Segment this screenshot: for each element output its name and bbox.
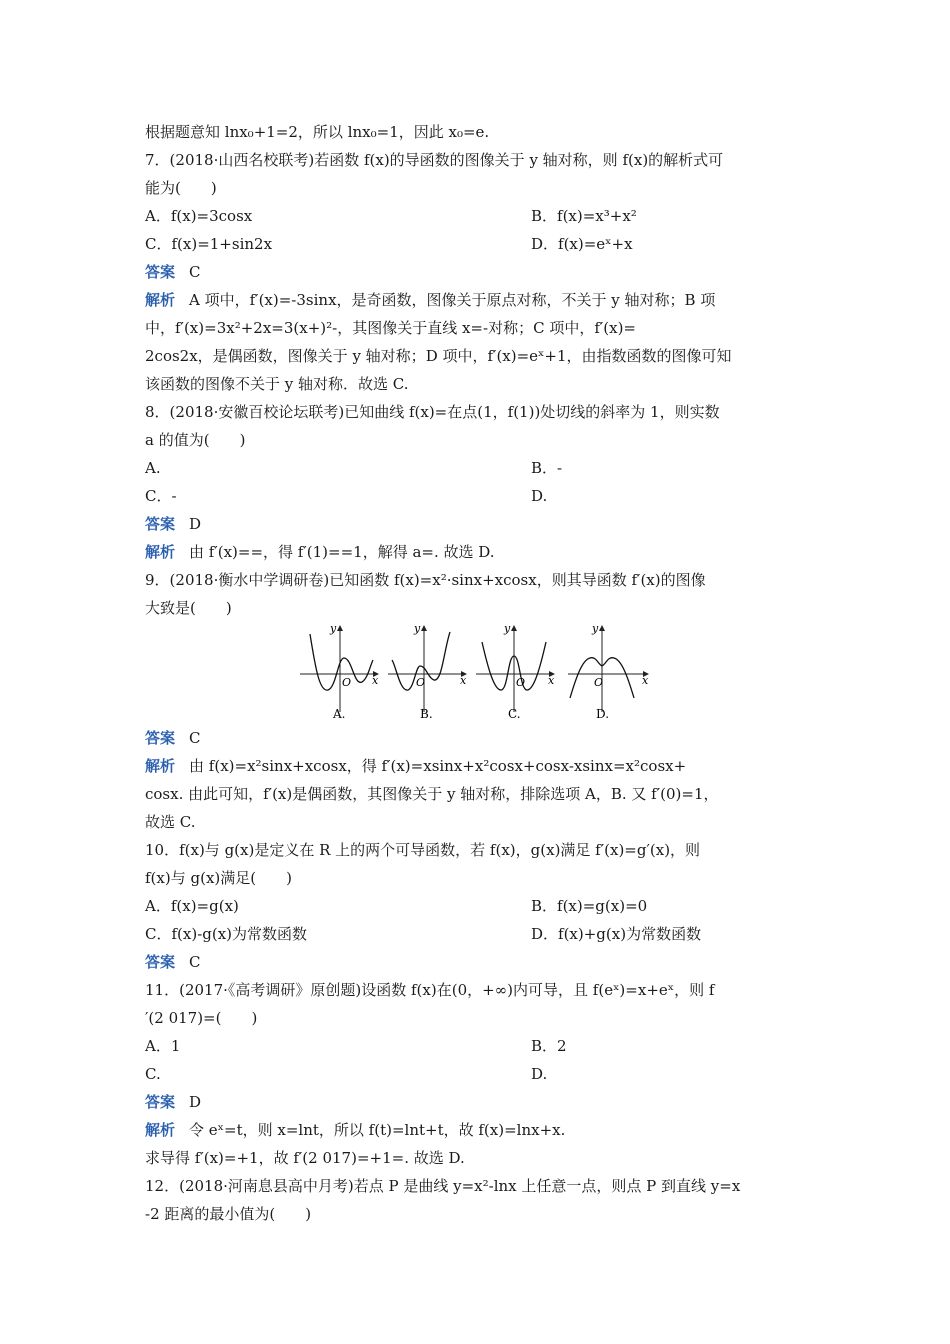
option-d: D．f(x)+g(x)为常数函数 [531,925,702,943]
option-a: A．f(x)=g(x) [145,897,239,915]
option-d: D. [531,1065,548,1083]
option-c: C. [145,1065,161,1083]
answer-9 [145,728,201,748]
option-a: A. [145,459,161,477]
answer-value: D [189,515,202,533]
explanation-text: 由 f′(x)==，得 f′(1)==1，解得 a=. 故选 D. [189,543,495,561]
question-9-stem-cont: 大致是( ) [145,599,232,617]
explanation-9-line3: 故选 C. [145,813,196,831]
question-8-stem-cont: a 的值为( ) [145,431,246,449]
question-7-stem: 7．(2018·山西名校联考)若函数 f(x)的导函数的图像关于 y 轴对称，则 f(x)的解析式可 [145,151,724,169]
graph-options-figure [296,620,656,720]
caption-d: D. [596,707,610,720]
x-axis-label: x [372,674,379,687]
origin-label: O [594,676,604,689]
option-b: B．f(x)=g(x)=0 [531,897,648,915]
y-axis-label: y [592,622,599,635]
question-10-stem: 10．f(x)与 g(x)是定义在 R 上的两个可导函数，若 f(x)，g(x)满足 f′(x)=g′(x)，则 [145,841,701,859]
answer-10 [145,952,201,972]
answer-label: 答案 [145,729,176,747]
explanation-9-line2: cosx. 由此可知，f′(x)是偶函数，其图像关于 y 轴对称，排除选项 A，B. 又 f′(0)=1， [145,785,719,803]
explanation-text: 由 f(x)=x²sinx+xcosx，得 f′(x)=xsinx+x²cosx+cosx-xsinx=x²cosx+ [189,757,687,775]
y-axis-label: y [330,622,337,635]
answer-value: C [189,263,201,281]
option-a: A．1 [145,1037,181,1055]
explanation-8 [145,542,495,562]
option-c: C．f(x)-g(x)为常数函数 [145,925,308,943]
caption-c: C. [508,707,521,720]
origin-label: O [342,676,352,689]
caption-b: B. [420,707,433,720]
y-axis-label: y [504,622,511,635]
explanation-text: 令 eˣ=t，则 x=lnt，所以 f(t)=lnt+t，故 f(x)=lnx+x. [189,1121,566,1139]
question-11-stem-cont: ′(2 017)=( ) [145,1009,258,1027]
answer-label: 答案 [145,953,176,971]
explanation-label: 解析 [145,291,176,309]
option-d: D. [531,487,548,505]
answer-7 [145,262,201,282]
explanation-7-line2: 中，f′(x)=3x²+2x=3(x+)²-，其图像关于直线 x=-对称；C 项中，f′(x)= [145,319,637,337]
option-b: B．2 [531,1037,567,1055]
origin-label: O [516,676,526,689]
explanation-11 [145,1120,565,1140]
explanation-11-line2: 求导得 f′(x)=+1，故 f′(2 017)=+1=. 故选 D. [145,1149,465,1167]
graph-a [300,622,379,712]
explanation-7 [145,290,715,310]
question-12-stem-cont: -2 距离的最小值为( ) [145,1205,312,1223]
question-7-stem-cont: 能为( ) [145,179,217,197]
option-a: A．f(x)=3cosx [145,207,253,225]
answer-11 [145,1092,201,1112]
graph-b [388,622,467,712]
answer-8 [145,514,201,534]
graph-c [476,622,555,712]
answer-value: D [189,1093,202,1111]
y-axis-label: y [414,622,421,635]
text-line: 根据题意知 lnx₀+1=2，所以 lnx₀=1，因此 x₀=e. [145,123,490,141]
explanation-label: 解析 [145,543,176,561]
x-axis-label: x [642,674,649,687]
explanation-label: 解析 [145,757,176,775]
question-9-stem: 9．(2018·衡水中学调研卷)已知函数 f(x)=x²·sinx+xcosx，则其导函数 f′(x)的图像 [145,571,706,589]
question-11-stem: 11．(2017·《高考调研》原创题)设函数 f(x)在(0，+∞)内可导，且 f(eˣ)=x+eˣ，则 f [145,981,715,999]
explanation-text: A 项中，f′(x)=-3sinx，是奇函数，图像关于原点对称，不关于 y 轴对称；B 项 [189,291,716,309]
x-axis-label: x [548,674,555,687]
option-b: B．- [531,459,563,477]
explanation-7-line3: 2cos2x，是偶函数，图像关于 y 轴对称；D 项中，f′(x)=eˣ+1，由指数函数的图像可知 [145,347,732,365]
answer-value: C [189,729,201,747]
explanation-9 [145,756,686,776]
explanation-7-line4: 该函数的图像不关于 y 轴对称．故选 C. [145,375,409,393]
answer-label: 答案 [145,515,176,533]
option-c: C．- [145,487,177,505]
answer-label: 答案 [145,263,176,281]
explanation-label: 解析 [145,1121,176,1139]
option-b: B．f(x)=x³+x² [531,207,637,225]
question-10-stem-cont: f(x)与 g(x)满足( ) [145,869,292,887]
origin-label: O [416,676,426,689]
answer-label: 答案 [145,1093,176,1111]
option-d: D．f(x)=eˣ+x [531,235,633,253]
graph-d [568,622,649,712]
x-axis-label: x [460,674,467,687]
option-c: C．f(x)=1+sin2x [145,235,273,253]
answer-value: C [189,953,201,971]
question-12-stem: 12．(2018·河南息县高中月考)若点 P 是曲线 y=x²-lnx 上任意一点，则点 P 到直线 y=x [145,1177,741,1195]
caption-a: A. [333,707,346,720]
question-8-stem: 8．(2018·安徽百校论坛联考)已知曲线 f(x)=在点(1，f(1))处切线的斜率为 1，则实数 [145,403,720,421]
